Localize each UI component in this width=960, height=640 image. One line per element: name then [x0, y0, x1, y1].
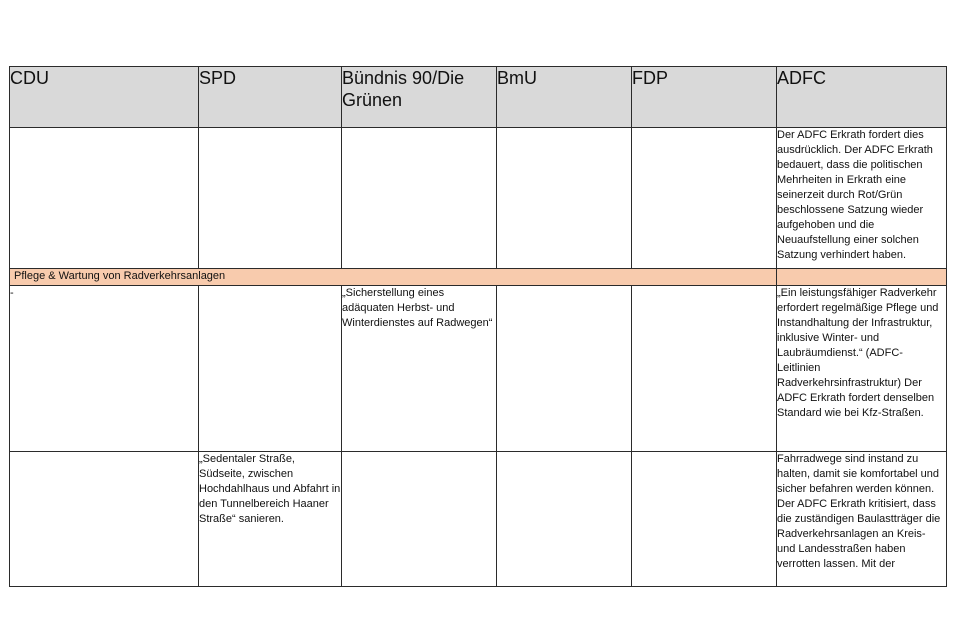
table-row	[10, 452, 947, 587]
header-adfc: ADFC	[777, 67, 947, 128]
cell-cdu	[10, 128, 199, 269]
header-fdp: FDP	[632, 67, 777, 128]
party-comparison-table	[9, 66, 947, 587]
cell-spd: „Sedentaler Straße, Südseite, zwischen Hochdahlhaus und Abfahrt in den Tunnelbereich Haaner Straße“ sanieren.	[199, 452, 342, 587]
cell-adfc: Der ADFC Erkrath fordert dies ausdrücklich. Der ADFC Erkrath bedauert, dass die politischen Mehrheiten in Erkrath eine seinerzeit durch Rot/Grün beschlossene Satzung wieder aufgehoben und die Neuaufstellung einer solchen Satzung verhindert haben.	[777, 128, 947, 269]
cell-gruene	[342, 128, 497, 269]
section-empty-cell	[777, 269, 947, 286]
table-row	[10, 128, 947, 269]
header-bmu: BmU	[497, 67, 632, 128]
cell-cdu: -	[10, 286, 199, 452]
cell-bmu	[497, 452, 632, 587]
cell-bmu	[497, 128, 632, 269]
cell-gruene	[342, 452, 497, 587]
cell-fdp	[632, 128, 777, 269]
cell-cdu	[10, 452, 199, 587]
header-gruene: Bündnis 90/Die Grünen	[342, 67, 497, 128]
cell-bmu	[497, 286, 632, 452]
section-row	[10, 269, 947, 286]
table-row	[10, 286, 947, 452]
cell-spd	[199, 128, 342, 269]
cell-adfc: „Ein leistungsfähiger Radverkehr erfordert regelmäßige Pflege und Instandhaltung der Infrastruktur, inklusive Winter- und Laubräumdienst.“ (ADFC-Leitlinien Radverkehrsinfrastruktur) Der ADFC Erkrath fordert denselben Standard wie bei Kfz-Straßen.	[777, 286, 947, 452]
header-cdu: CDU	[10, 67, 199, 128]
cell-spd	[199, 286, 342, 452]
cell-fdp	[632, 286, 777, 452]
cell-gruene: „Sicherstellung eines adäquaten Herbst- und Winterdienstes auf Radwegen“	[342, 286, 497, 452]
header-spd: SPD	[199, 67, 342, 128]
section-title: Pflege & Wartung von Radverkehrsanlagen	[10, 269, 777, 286]
header-row	[10, 67, 947, 128]
cell-adfc: Fahrradwege sind instand zu halten, damit sie komfortabel und sicher befahren werden können. Der ADFC Erkrath kritisiert, dass die zuständigen Baulastträger die Radverkehrsanlagen an Kreis- und Landesstraßen haben verrotten lassen. Mit der	[777, 452, 947, 587]
cell-fdp	[632, 452, 777, 587]
